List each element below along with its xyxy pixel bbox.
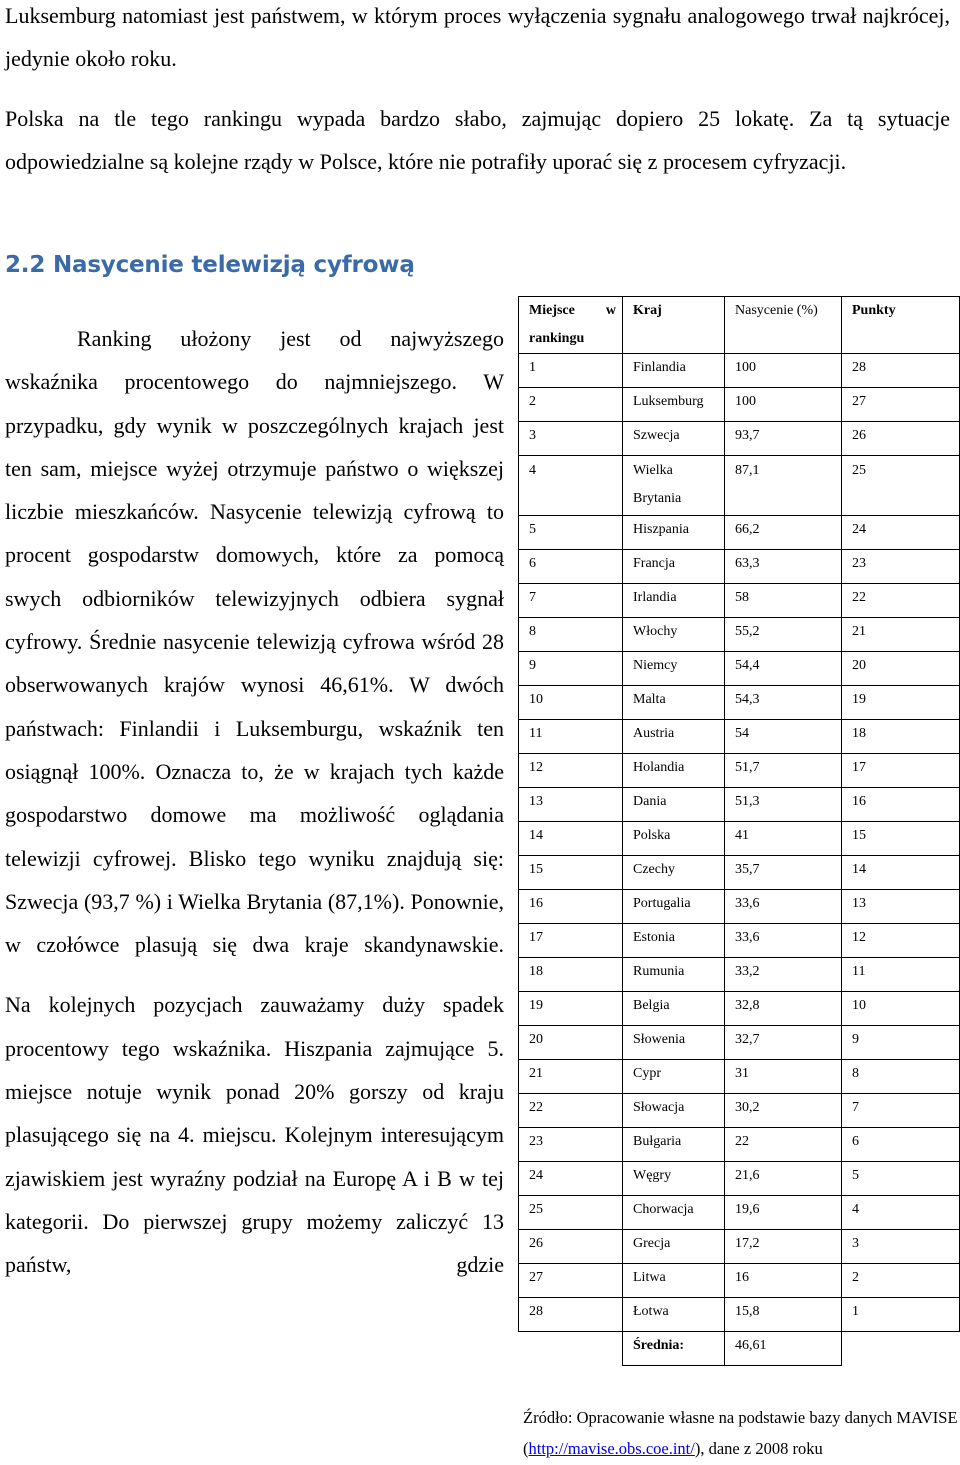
average-blank-cell <box>519 1332 623 1366</box>
table-row <box>519 1230 960 1264</box>
table-row <box>519 754 960 788</box>
saturation-cell: 66,2 <box>725 516 842 550</box>
country-cell: Szwecja <box>623 422 725 456</box>
table-row <box>519 1026 960 1060</box>
source-link[interactable]: http://mavise.obs.coe.int/ <box>528 1439 695 1458</box>
rank-cell: 7 <box>519 584 623 618</box>
points-cell: 10 <box>842 992 960 1026</box>
points-cell: 2 <box>842 1264 960 1298</box>
header-country: Kraj <box>623 297 725 354</box>
table-row <box>519 924 960 958</box>
rank-cell: 1 <box>519 354 623 388</box>
saturation-cell: 54,3 <box>725 686 842 720</box>
country-cell: Austria <box>623 720 725 754</box>
country-cell: Niemcy <box>623 652 725 686</box>
saturation-cell: 51,7 <box>725 754 842 788</box>
table-row <box>519 584 960 618</box>
average-label: Średnia: <box>623 1332 725 1366</box>
saturation-cell: 87,1 <box>725 456 842 516</box>
rank-cell: 4 <box>519 456 623 516</box>
points-cell: 26 <box>842 422 960 456</box>
header-saturation: Nasycenie (%) <box>725 297 842 354</box>
table-row <box>519 890 960 924</box>
intro-text <box>5 0 950 183</box>
country-cell: Polska <box>623 822 725 856</box>
country-cell: Czechy <box>623 856 725 890</box>
points-cell: 3 <box>842 1230 960 1264</box>
table-row <box>519 388 960 422</box>
country-cell: Rumunia <box>623 958 725 992</box>
country-cell: Dania <box>623 788 725 822</box>
country-cell: Wielka Brytania <box>623 456 725 516</box>
country-cell: Portugalia <box>623 890 725 924</box>
country-cell: Holandia <box>623 754 725 788</box>
points-cell: 14 <box>842 856 960 890</box>
rank-cell: 22 <box>519 1094 623 1128</box>
country-cell: Irlandia <box>623 584 725 618</box>
country-cell: Włochy <box>623 618 725 652</box>
points-cell: 20 <box>842 652 960 686</box>
table-row <box>519 720 960 754</box>
saturation-cell: 32,8 <box>725 992 842 1026</box>
table-row <box>519 958 960 992</box>
rank-cell: 28 <box>519 1298 623 1332</box>
saturation-cell: 33,6 <box>725 890 842 924</box>
saturation-cell: 15,8 <box>725 1298 842 1332</box>
points-cell: 28 <box>842 354 960 388</box>
header-points: Punkty <box>842 297 960 354</box>
points-cell: 19 <box>842 686 960 720</box>
points-cell: 16 <box>842 788 960 822</box>
rank-cell: 15 <box>519 856 623 890</box>
rank-cell: 11 <box>519 720 623 754</box>
saturation-cell: 31 <box>725 1060 842 1094</box>
saturation-cell: 32,7 <box>725 1026 842 1060</box>
saturation-cell: 33,2 <box>725 958 842 992</box>
country-cell: Cypr <box>623 1060 725 1094</box>
saturation-cell: 55,2 <box>725 618 842 652</box>
points-cell: 13 <box>842 890 960 924</box>
saturation-cell: 30,2 <box>725 1094 842 1128</box>
rank-cell: 9 <box>519 652 623 686</box>
rank-cell: 14 <box>519 822 623 856</box>
rank-cell: 19 <box>519 992 623 1026</box>
saturation-cell: 41 <box>725 822 842 856</box>
section-heading: 2.2 Nasycenie telewizją cyfrową <box>5 252 415 278</box>
rank-cell: 21 <box>519 1060 623 1094</box>
saturation-cell: 17,2 <box>725 1230 842 1264</box>
table-row <box>519 822 960 856</box>
points-cell: 6 <box>842 1128 960 1162</box>
saturation-cell: 54,4 <box>725 652 842 686</box>
country-cell: Bułgaria <box>623 1128 725 1162</box>
country-cell: Luksemburg <box>623 388 725 422</box>
table-row <box>519 422 960 456</box>
table-row <box>519 686 960 720</box>
table-row <box>519 652 960 686</box>
rank-cell: 8 <box>519 618 623 652</box>
saturation-cell: 16 <box>725 1264 842 1298</box>
saturation-cell: 100 <box>725 354 842 388</box>
saturation-cell: 100 <box>725 388 842 422</box>
table-row <box>519 618 960 652</box>
ranking-table <box>518 296 960 1366</box>
country-cell: Estonia <box>623 924 725 958</box>
rank-cell: 23 <box>519 1128 623 1162</box>
rank-cell: 17 <box>519 924 623 958</box>
saturation-cell: 58 <box>725 584 842 618</box>
points-cell: 12 <box>842 924 960 958</box>
source-prefix: Źródło: Opracowanie własne na podstawie bazy danych MAVISE ( <box>523 1408 958 1458</box>
points-cell: 27 <box>842 388 960 422</box>
rank-cell: 3 <box>519 422 623 456</box>
country-cell: Hiszpania <box>623 516 725 550</box>
country-cell: Łotwa <box>623 1298 725 1332</box>
rank-cell: 13 <box>519 788 623 822</box>
points-cell: 24 <box>842 516 960 550</box>
source-suffix: ), dane z 2008 roku <box>694 1439 823 1458</box>
points-cell: 18 <box>842 720 960 754</box>
intro-paragraph-2: Polska na tle tego rankingu wypada bardzo słabo, zajmując dopiero 25 lokatę. Za tą sytuacje odpowiedzialne są kolejne rządy w Polsce, które nie potrafiły uporać się z procesem cyfryzacji. <box>5 106 950 174</box>
country-cell: Litwa <box>623 1264 725 1298</box>
saturation-cell: 21,6 <box>725 1162 842 1196</box>
points-cell: 1 <box>842 1298 960 1332</box>
country-cell: Grecja <box>623 1230 725 1264</box>
source-note <box>523 1402 960 1464</box>
table-row <box>519 354 960 388</box>
rank-cell: 5 <box>519 516 623 550</box>
table-row <box>519 1094 960 1128</box>
table-row <box>519 1060 960 1094</box>
points-cell: 15 <box>842 822 960 856</box>
table-row <box>519 856 960 890</box>
table-row <box>519 1298 960 1332</box>
points-cell: 9 <box>842 1026 960 1060</box>
country-cell: Malta <box>623 686 725 720</box>
header-rank: Miejsce w rankingu <box>519 297 623 354</box>
points-cell: 7 <box>842 1094 960 1128</box>
table-row <box>519 1162 960 1196</box>
rank-cell: 16 <box>519 890 623 924</box>
table-row <box>519 516 960 550</box>
saturation-cell: 93,7 <box>725 422 842 456</box>
points-cell: 23 <box>842 550 960 584</box>
rank-cell: 25 <box>519 1196 623 1230</box>
saturation-cell: 22 <box>725 1128 842 1162</box>
table-row <box>519 992 960 1026</box>
points-cell: 25 <box>842 456 960 516</box>
table-row <box>519 788 960 822</box>
rank-cell: 2 <box>519 388 623 422</box>
rank-cell: 6 <box>519 550 623 584</box>
country-cell: Słowenia <box>623 1026 725 1060</box>
country-cell: Belgia <box>623 992 725 1026</box>
saturation-cell: 19,6 <box>725 1196 842 1230</box>
points-cell: 8 <box>842 1060 960 1094</box>
body-paragraph-2: Na kolejnych pozycjach zauważamy duży spadek procentowy tego wskaźnika. Hiszpania zajmujące 5. miejsce notuje wynik ponad 20% gorszy od kraju plasującego się na 4. miejscu. Kolejnym interesującym zjawiskiem jest wyraźny podział na Europę A i B w tej kategorii. Do pierwszej grupy możemy zaliczyć 13 państw, gdzie <box>5 992 504 1278</box>
points-cell: 17 <box>842 754 960 788</box>
table-row <box>519 456 960 516</box>
average-empty-cell <box>842 1332 960 1366</box>
table-row <box>519 1196 960 1230</box>
country-cell: Węgry <box>623 1162 725 1196</box>
saturation-cell: 51,3 <box>725 788 842 822</box>
country-cell: Chorwacja <box>623 1196 725 1230</box>
rank-cell: 20 <box>519 1026 623 1060</box>
country-cell: Francja <box>623 550 725 584</box>
rank-cell: 24 <box>519 1162 623 1196</box>
points-cell: 5 <box>842 1162 960 1196</box>
table-header-row <box>519 297 960 354</box>
rank-cell: 26 <box>519 1230 623 1264</box>
saturation-cell: 35,7 <box>725 856 842 890</box>
table-body <box>519 354 960 1332</box>
table-average-row <box>519 1332 960 1366</box>
average-value: 46,61 <box>725 1332 842 1366</box>
rank-cell: 10 <box>519 686 623 720</box>
rank-cell: 18 <box>519 958 623 992</box>
points-cell: 22 <box>842 584 960 618</box>
points-cell: 11 <box>842 958 960 992</box>
points-cell: 21 <box>842 618 960 652</box>
body-paragraph-1: Ranking ułożony jest od najwyższego wskaźnika procentowego do najmniejszego. W przypadku, gdy wynik w poszczególnych krajach jest ten sam, miejsce wyżej otrzymuje państwo o większej liczbie mieszkańców. Nasycenie telewizją cyfrową to procent gospodarstw domowych, które za pomocą swych odbiorników telewizyjnych odbiera sygnał cyfrowy. Średnie nasycenie telewizją cyfrowa wśród 28 obserwowanych krajów wynosi 46,61%. W dwóch państwach: Finlandii i Luksemburgu, wskaźnik ten osiągnął 100%. Oznacza to, że w krajach tych każde gospodarstwo domowe ma możliwość oglądania telewizji cyfrowej. Blisko tego wyniku znajdują się: Szwecja (93,7 %) i Wielka Brytania (87,1%). Ponownie, w czołówce plasują się dwa kraje skandynawskie. <box>5 326 504 958</box>
intro-paragraph-1: Luksemburg natomiast jest państwem, w którym proces wyłączenia sygnału analogowego trwał najkrócej, jedynie około roku. <box>5 3 950 71</box>
table-row <box>519 1128 960 1162</box>
rank-cell: 12 <box>519 754 623 788</box>
country-cell: Finlandia <box>623 354 725 388</box>
body-column <box>5 317 504 1287</box>
rank-cell: 27 <box>519 1264 623 1298</box>
saturation-cell: 63,3 <box>725 550 842 584</box>
country-cell: Słowacja <box>623 1094 725 1128</box>
table-row <box>519 1264 960 1298</box>
table-row <box>519 550 960 584</box>
saturation-cell: 54 <box>725 720 842 754</box>
points-cell: 4 <box>842 1196 960 1230</box>
saturation-cell: 33,6 <box>725 924 842 958</box>
